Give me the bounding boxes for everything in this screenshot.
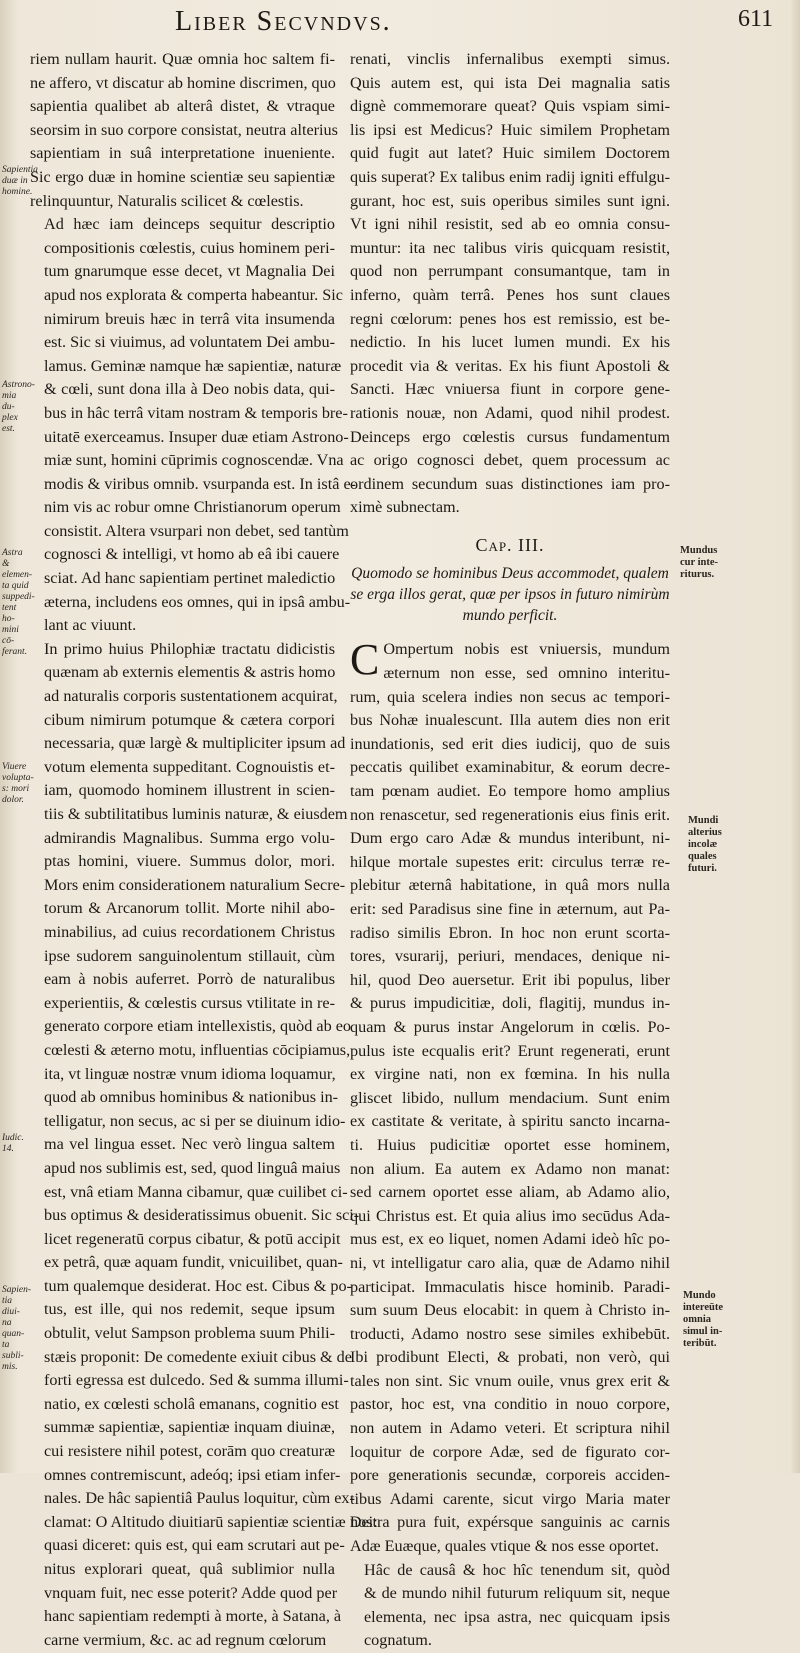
text-line: ximè subnectam.: [350, 498, 460, 517]
text-line: radiso similis Ebron. In hoc non erunt scorta-: [350, 923, 670, 942]
margin-note-line: simul in-: [683, 1326, 723, 1337]
text-line: bus Nohæ inualescunt. Illa autem dies non erit: [350, 711, 670, 730]
text-line: mus est, ex eo liquet, nomen Adami ideò hîc po-: [350, 1230, 670, 1249]
text-line: nitus explorari queat, quâ sublimior nulla: [44, 1560, 335, 1578]
text-line: ptas homini, viuere. Summus dolor, mori.: [44, 852, 335, 871]
text-line: Hâc de causâ & hoc hîc tenendum sit, quòd: [364, 1560, 670, 1579]
text-line: Ibi prodibunt Electi, & probati, non verò, qui: [350, 1348, 670, 1367]
text-line: torum & Arcanorum tollit. Morte nihil abo-: [44, 899, 335, 918]
text-line: Deinceps ergo cœlestis cursus fundamentum: [350, 427, 670, 446]
text-line: Sancti. Hæc vniuersa fiunt in corpore gene-: [350, 380, 670, 399]
margin-note-line: plex est.: [2, 413, 18, 434]
paragraph: [30, 48, 338, 213]
text-line: votum elementa suppeditant. Cognouistis et-: [44, 757, 335, 776]
text-line: Ad hæc iam deinceps sequitur descriptio: [44, 215, 335, 234]
text-line: quod ab omnibus hominibus & nationibus in-: [44, 1088, 339, 1107]
text-line: sapientia qualibet ab alterâ distet, & vtraque: [30, 97, 335, 116]
text-line: pastor, hoc est, vna conditio in nouo corpore,: [350, 1395, 670, 1414]
text-line: tum gnarumque esse decet, vt Magnalia Dei: [44, 262, 335, 281]
text-line: dignè commemorare queat? Quis vspiam simi-: [350, 97, 670, 116]
margin-note-line: ta subli-: [2, 1340, 24, 1361]
text-line: obtulit, velut Sampson problema suum Phili-: [44, 1324, 335, 1343]
text-line: est. Sic si viuimus, ad voluntatem Dei ambu-: [44, 333, 335, 352]
right-column-top-text: [350, 48, 670, 520]
paragraph: [30, 638, 378, 1653]
text-line: sapientiam in suâ interpretatione inueniente.: [30, 144, 335, 163]
text-line: seorsim in suo corpore consistat, neutra alterius: [30, 120, 338, 139]
text-line: Vt igni nihil resistit, sed ab eo omnia consu-: [350, 215, 670, 234]
text-line: sciat. Ad hanc sapientiam pertinet maledictio: [44, 569, 336, 588]
text-line: In primo huius Philophiæ tractatu didicistis: [44, 639, 335, 658]
text-line: inferno, quàm terrâ. Penes hos sunt claues: [350, 285, 670, 304]
text-line: regni cœlorum: penes hos est remissio, est be-: [350, 309, 670, 328]
text-line: necessaria, quæ largè & multipliciter ipsum ad: [44, 734, 346, 753]
text-line: hanc sapientiam redempti à morte, à Satana, à: [44, 1607, 342, 1626]
margin-note-line: alterius: [688, 827, 722, 838]
text-line: licet regeneratū corpus cibatur, & potū accipit: [44, 1229, 341, 1248]
page-header: [0, 6, 800, 46]
margin-note-line: Astrono-: [2, 380, 35, 390]
margin-note-line: omnia: [683, 1314, 712, 1325]
text-line: ita, vt linguæ nostræ vnum idioma loquamur,: [44, 1064, 336, 1083]
text-line: non autem in Adamo veteri. Et scriptura nihil: [350, 1419, 670, 1438]
text-line: hilque mortale supestes erit: circulus terræ re-: [350, 852, 670, 871]
margin-note-left: [2, 1133, 30, 1155]
paragraph: [30, 213, 357, 638]
margin-note-line: futuri.: [688, 863, 717, 874]
text-line: troducti, Adamo nostro sese similes exhibebūt.: [350, 1324, 670, 1343]
text-line: rationis nouæ, non Adami, quod nihil prodest.: [350, 403, 670, 422]
text-line: ordinem secundum suas distinctiones iam pro-: [350, 474, 670, 493]
margin-note-right: [683, 1290, 795, 1350]
text-line: bus optimus & desideratissimus obuenit. Sic sci-: [44, 1206, 360, 1225]
margin-note-left: [2, 1285, 30, 1373]
chapter-title: Cap. III.: [475, 534, 545, 555]
left-column: [30, 48, 378, 1652]
text-line: peccatis quilibet examinabitur, & eorum decre-: [350, 758, 670, 777]
text-line: tiis & subtilitatibus luminis naturæ, & eiusdem: [44, 805, 348, 823]
text-line: tus, est ille, qui nos redemit, seque ipsum: [44, 1300, 335, 1319]
text-line: Quis autem est, qui ista Dei magnalia satis: [350, 73, 670, 92]
text-line: carne vermium, &c. ac ad regnum cœlorum: [44, 1630, 327, 1649]
text-line: gurant, hoc est, suis operibus similes sunt igni.: [350, 191, 670, 210]
text-line: non alium. Ea autem ex Adamo non manat:: [350, 1159, 670, 1178]
text-line: cui resistere nihil potest, corām quo creaturæ: [44, 1442, 335, 1461]
text-line: & cœli, sunt dona illa à Deo nobis data, qui-: [44, 380, 335, 399]
text-line: bus in hâc terrâ vitam nostram & temporis bre-: [44, 403, 348, 422]
text-line: Dum ergo caro Adæ & mundus interibunt, ni-: [350, 829, 670, 848]
margin-note-right: [688, 815, 793, 875]
text-line: minabilius, ad cuius recordationem Christus: [44, 922, 335, 941]
margin-note-left: [2, 762, 34, 806]
text-line: clamat: O Altitudo diuitiarū sapientiæ scientiæ Dei:: [44, 1512, 378, 1531]
text-line: participat. Immaculatis hisce hominib. Paradi-: [350, 1277, 670, 1296]
text-line: inundationis, sed erit dies iudicij, quo de suis: [350, 734, 670, 753]
text-line: Sic ergo duæ in homine scientiæ seu sapientiæ: [30, 167, 335, 186]
margin-note-line: riturus.: [680, 569, 715, 580]
text-line: omnes contremiscunt, adeóq; ipsi etiam infer-: [44, 1465, 341, 1484]
text-line: & purus impudicitiæ, doli, flagitij, mundus in-: [350, 994, 670, 1013]
text-line: cognosci & intelligi, vt homo ab eâ ibi cauere: [44, 545, 340, 564]
text-line: generato corpore etiam intellexistis, quòd ab eo: [44, 1017, 352, 1036]
margin-note-line: s: mori: [2, 784, 30, 794]
text-line: stæis proponit: De comedente exiuit cibus & de: [44, 1347, 352, 1366]
margin-note-line: teribūt.: [683, 1338, 717, 1349]
margin-note-left: [2, 548, 35, 658]
text-line: quænam ab externis elementis & astris homo: [44, 663, 336, 682]
margin-note-line: Sapien-: [2, 1285, 32, 1295]
text-line: riem nullam haurit. Quæ omnia hoc saltem fi-: [30, 50, 335, 68]
text-line: nostra pura fuit, expérsque sanguinis ac carnis: [350, 1513, 670, 1532]
text-line: uitatē exerceamus. Insuper duæ etiam Astrono-: [44, 427, 349, 446]
text-line: quis superat? Ex talibus enim radij igniti effulgu-: [350, 167, 670, 186]
text-line: pore generationis secundæ, corporeis acciden-: [350, 1466, 670, 1485]
text-line: sum suum Deus elocabit: in quem à Christo in-: [350, 1301, 670, 1320]
text-line: apud nos explorata & comperta habeantur. Sic: [44, 285, 343, 304]
text-line: consistit. Altera vsurpari non debet, sed tantùm: [44, 521, 349, 540]
text-line: nim vis ac robur omne Christianorum operum: [44, 498, 341, 517]
margin-note-line: tia diui-: [2, 1296, 20, 1317]
margin-note-line: intereūte: [683, 1302, 724, 1313]
text-line: admirandis Magnalibus. Summa ergo volu-: [44, 828, 335, 847]
text-line: iam, quomodo hominem illustrent in scien-: [44, 781, 335, 800]
drop-cap: C: [350, 635, 380, 685]
text-line: nales. De hâc sapientiâ Paulus loquitur, cùm ex-: [44, 1489, 355, 1508]
text-line: natio, ex cœlesti scholâ emanans, cognitio est: [44, 1394, 339, 1413]
margin-note-line: na quan-: [2, 1318, 25, 1339]
margin-note-line: Iudic. 14.: [2, 1133, 24, 1154]
text-line: forti egressa est dulcedo. Sed & summa illumi-: [44, 1371, 349, 1390]
text-line: plebitur æternâ habitatione, in quâ mors nulla: [350, 876, 670, 895]
text-line: Mors enim considerationem naturalium Secre-: [44, 875, 346, 894]
margin-note-line: mis.: [2, 1362, 18, 1372]
text-line: nimirum breuis hæc in terrâ vita insumenda: [44, 309, 335, 328]
margin-note-line: Sapientia: [2, 165, 38, 175]
margin-note-line: tent ho-: [2, 603, 17, 624]
margin-note-right: [680, 545, 795, 581]
text-line: modis & viribus omnib. vsurpanda est. In istâ e-: [44, 474, 357, 493]
margin-note-line: quales: [688, 851, 717, 862]
text-line: quam & purus instar Angelorum in cœlis. Po-: [350, 1017, 670, 1036]
margin-note-line: homine.: [2, 187, 33, 197]
text-line: tores, vsurarij, periuri, mendaces, denique ni-: [350, 947, 670, 966]
running-title: Liber Secvndvs.: [175, 6, 392, 37]
text-line: erit: sed Paradisus sine fine in æternum, aut Pa-: [350, 900, 670, 918]
right-column: [350, 48, 670, 1653]
text-line: gliscet libido, nullum mendacium. Sunt enim: [350, 1088, 670, 1107]
text-line: qui Christus est. Et quia alius imo secūdus Ada-: [350, 1206, 670, 1225]
text-line: tum qualemque desiderat. Hoc est. Cibus & po-: [44, 1276, 352, 1295]
text-line: non renascetur, sed regenerationis eius finis erit.: [350, 805, 670, 824]
text-line: tam pœnam audiet. Eo tempore homo amplius: [350, 782, 670, 801]
text-line: vnquam fuit, nec esse poterit? Adde quod per: [44, 1583, 338, 1602]
text-line: Ompertum nobis est vniuersis, mundum: [383, 640, 670, 659]
text-line: ad naturalis corporis sustentationem acquirat,: [44, 687, 338, 706]
text-line: loquitur de corpore Adæ, sed de figurato cor-: [350, 1442, 670, 1461]
margin-note-line: Mundi: [688, 815, 719, 826]
margin-note-line: mia du-: [2, 391, 17, 412]
text-line: ex virgine nati, non ex fœmina. In his nulla: [350, 1065, 670, 1084]
margin-note-line: Astra &: [2, 548, 23, 569]
margin-note-line: ta quid: [2, 581, 29, 591]
margin-note-line: volupta-: [2, 773, 34, 783]
margin-note-left: [2, 165, 38, 198]
text-line: & de mundo nihil futurum reliquum sit, neque: [364, 1584, 670, 1603]
paragraph: [350, 635, 670, 1558]
text-line: æterna, includens eos omnes, qui in ipsâ ambu-: [44, 592, 351, 611]
text-line: telligatur, non secus, ac si per se diuinum idio-: [44, 1111, 346, 1130]
text-line: experientiis, & cœlestis cursus vtilitate in re-: [44, 993, 335, 1012]
text-line: ni, vt intelligatur caro alia, quæ de Adamo nihil: [350, 1253, 670, 1272]
text-line: apud nos sublimis est, sed, quod linguâ maius: [44, 1158, 341, 1177]
text-line: lis ipsi est Medicus? Huic similem Prophetam: [350, 120, 670, 139]
text-line: ma vel lingua esset. Nec verò lingua saltem: [44, 1135, 335, 1154]
chapter-subtitle: Quomodo se hominibus Deus accommodet, qualem se erga illos gerat, quæ per ipsos in futuro nimirùm mundo perficit.: [350, 565, 670, 625]
text-line: pulus iste ecqualis erit? Erunt regenerati, erunt: [350, 1041, 670, 1060]
text-line: sed carnem oportet esse aliam, ab Adamo alio,: [350, 1183, 670, 1202]
text-line: quod non perrumpant consumantque, tam in: [350, 262, 670, 281]
text-line: rum, quia scelera indies non secus ac tempori-: [350, 687, 670, 706]
margin-note-line: ferant.: [2, 647, 28, 657]
text-line: tales non sint. Sic vnum ouile, vnus grex erit &: [350, 1371, 670, 1390]
text-line: Adæ Euæque, quales vtique & nos esse oportet.: [350, 1537, 659, 1556]
text-line: quid fugit aut latet? Huic similem Doctorem: [350, 144, 670, 163]
text-line: cognatum.: [364, 1631, 432, 1650]
text-line: ex castitate & veritate, à spiritu sancto incarna-: [350, 1112, 670, 1131]
text-line: ipse sudorem sanguinolentum stillauit, cùm: [44, 946, 335, 965]
text-line: muntur: ita nec talibus viris quicquam resistit,: [350, 238, 670, 257]
text-line: quasi diceret: quis est, qui eam scrutari aut pe-: [44, 1536, 345, 1555]
text-line: eam à nobis auferret. Porrò de naturalibus: [44, 970, 335, 989]
text-line: æternum non esse, sed omnino interitu-: [383, 664, 670, 683]
text-line: nedictio. In his lucet lumen mundi. Ex his: [350, 333, 670, 352]
margin-note-line: duæ in: [2, 176, 28, 186]
text-line: cœlesti & æterno motu, influentias cōcipiamus,: [44, 1040, 351, 1059]
margin-note-line: incolæ: [688, 839, 718, 850]
text-line: miæ sunt, homini cūprimis cognoscendæ. Vna: [44, 451, 344, 470]
text-line: ex petrâ, quæ aquam fundit, vnicuilibet, quan-: [44, 1253, 343, 1272]
margin-note-line: suppedi-: [2, 592, 35, 602]
text-line: tibus Adami carente, sicut virgo Maria mater: [350, 1489, 670, 1508]
text-line: ne affero, vt discatur ab homine discrimen, quo: [30, 73, 336, 92]
text-line: compositionis cœlestis, cuius hominem peri-: [44, 238, 335, 257]
page-number: 611: [738, 6, 774, 32]
text-line: procedit via & veritas. Ex his fiunt Apostoli &: [350, 356, 670, 375]
text-line: lamus. Geminæ namque hæ sapientiæ, naturæ: [44, 356, 342, 375]
text-line: renati, vinclis infernalibus exempti simus.: [350, 50, 670, 68]
text-line: hil, quod Deo auersetur. Erit ibi populus, liber: [350, 970, 670, 989]
paragraph: [350, 1559, 670, 1653]
text-line: summæ sapientiæ, sapientiæ inquam diuinæ,: [44, 1418, 335, 1437]
margin-note-line: mini cō-: [2, 625, 19, 646]
text-line: est, vnâ etiam Manna cibamur, quæ cuilibet ci-: [44, 1182, 348, 1201]
text-line: lant ac viuunt.: [44, 616, 137, 635]
text-line: ti. Huius pudicitiæ oportet esse hominem,: [350, 1135, 670, 1154]
text-line: elementa, nec ipsa astra, nec quicquam ipsis: [364, 1607, 670, 1626]
chapter-body: [350, 635, 670, 1653]
paragraph: [350, 48, 670, 520]
margin-note-left: [2, 380, 35, 435]
margin-note-line: Mundus: [680, 545, 718, 556]
text-line: relinquuntur, Naturalis scilicet & cœlestis.: [30, 191, 304, 210]
text-line: ac origo cognosci debet, quem processum ac: [350, 451, 670, 470]
margin-note-line: Viuere: [2, 762, 27, 772]
margin-note-line: dolor.: [2, 795, 24, 805]
text-line: cibum nimirum potumque & cætera corpori: [44, 710, 335, 729]
margin-note-line: Mundo: [683, 1290, 716, 1301]
margin-note-line: elemen-: [2, 570, 33, 580]
margin-note-line: cur inte-: [680, 557, 719, 568]
